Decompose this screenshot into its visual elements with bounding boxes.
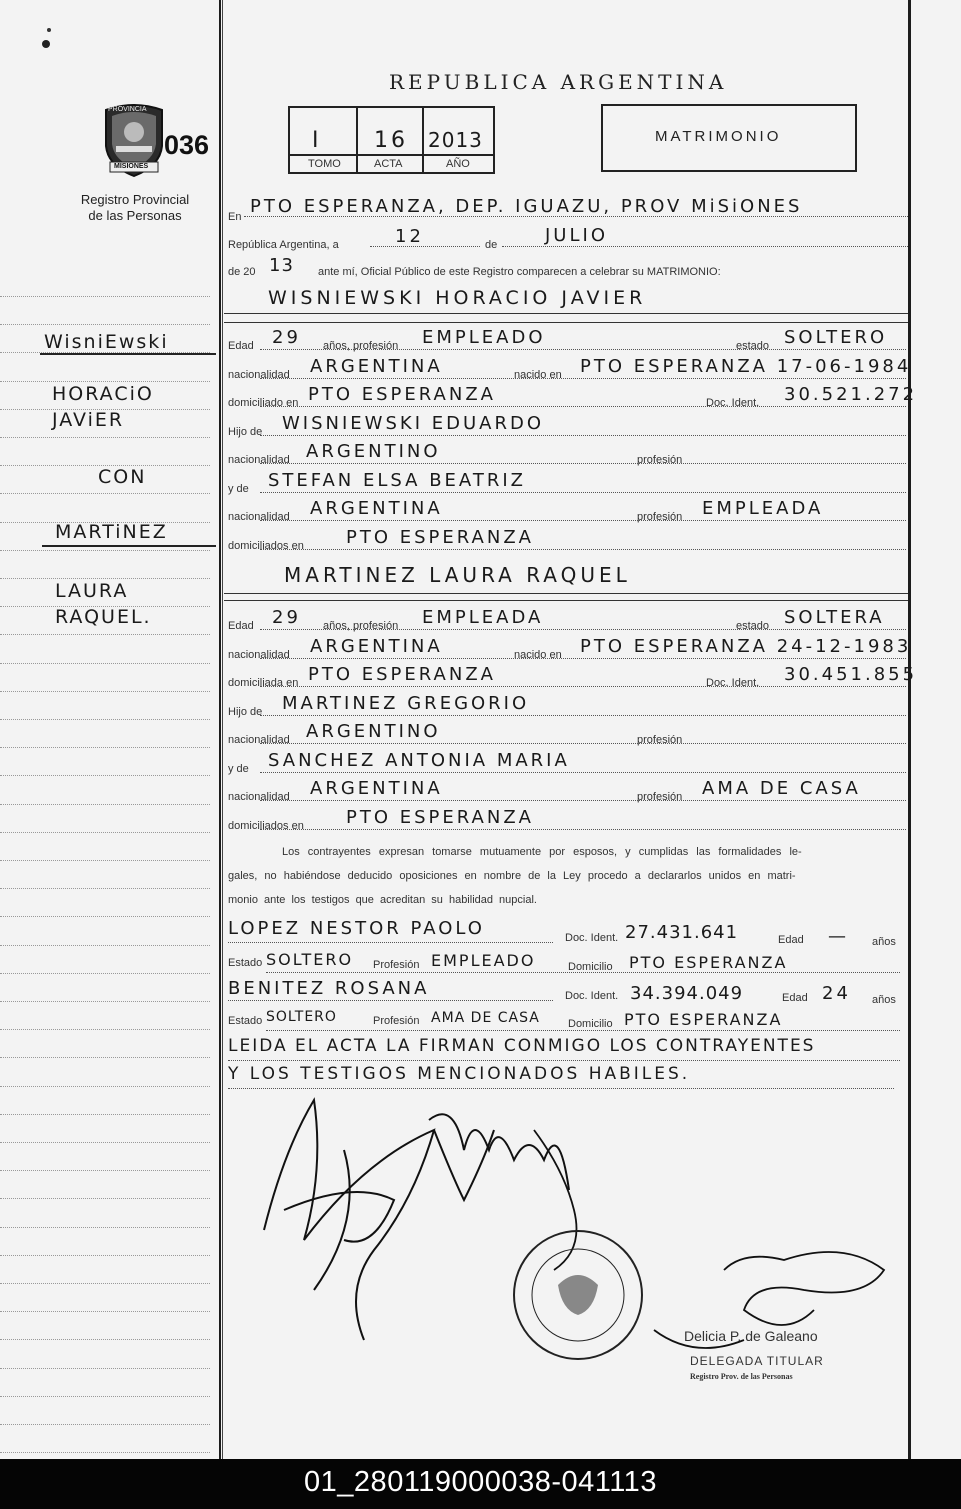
- witness-1-edad-label: Edad: [778, 934, 804, 946]
- ano-value: 2013: [428, 128, 483, 152]
- bride-edad-label: Edad: [228, 620, 254, 632]
- official-title: DELEGADA TITULAR: [690, 1354, 824, 1368]
- groom-padre: WISNIEWSKI EDUARDO: [282, 413, 544, 434]
- groom-edad-label: Edad: [228, 340, 254, 352]
- margin-ruled-line: [0, 973, 210, 974]
- groom-madre-nac-label: nacionalidad: [228, 511, 290, 523]
- logo-number: 036: [164, 130, 210, 160]
- speck: [42, 40, 50, 48]
- groom-yde-label: y de: [228, 483, 249, 495]
- margin-bride-surname: MARTiNEZ: [55, 521, 168, 543]
- official-stamp: [514, 1231, 642, 1359]
- bride-profesion: EMPLEADA: [422, 607, 544, 628]
- margin-ruled-line: [0, 860, 210, 861]
- acta-label: ACTA: [374, 158, 403, 170]
- margin-ruled-line: [0, 1170, 210, 1171]
- groom-edad: 29: [272, 327, 301, 348]
- margin-ruled-line: [0, 663, 210, 664]
- year-suffix-value: 13: [269, 255, 294, 276]
- ante-text: ante mí, Oficial Público de este Registro comparecen a celebrar su MATRIMONIO:: [318, 266, 721, 278]
- speck: [47, 28, 51, 32]
- margin-ruled-line: [0, 1114, 210, 1115]
- groom-hijo-label: Hijo de: [228, 426, 263, 438]
- margin-ruled-line: [0, 1368, 210, 1369]
- bride-full-name: MARTINEZ LAURA RAQUEL: [284, 563, 631, 587]
- margin-border-line-inner: [222, 0, 223, 1459]
- margin-bride-given: LAURA RAQUEL.: [55, 580, 152, 628]
- witness-1-doc-label: Doc. Ident.: [565, 932, 619, 944]
- groom-padre-nac: ARGENTINO: [306, 441, 441, 462]
- bride-nacionalidad: ARGENTINA: [310, 636, 443, 657]
- registry-seal-logo: [100, 102, 168, 180]
- margin-ruled-line: [0, 1086, 210, 1087]
- margin-ruled-line: [0, 1255, 210, 1256]
- month-value: JULIO: [545, 225, 608, 246]
- margin-ruled-line: [0, 437, 210, 438]
- place-value: PTO ESPERANZA, DEP. IGUAZU, PROV MiSiONES: [250, 196, 803, 217]
- margin-ruled-line: [0, 945, 210, 946]
- ano-label: AÑO: [446, 158, 470, 170]
- groom-domiciliados: PTO ESPERANZA: [346, 527, 534, 548]
- margin-ruled-line: [0, 1142, 210, 1143]
- closing-line-2: Y LOS TESTIGOS MENCIONADOS HABILES.: [228, 1064, 691, 1084]
- bride-domiciliado: PTO ESPERANZA: [308, 664, 496, 685]
- margin-ruled-line: [0, 1424, 210, 1425]
- witness-2-name: BENITEZ ROSANA: [228, 978, 430, 999]
- groom-nacionalidad-label: nacionalidad: [228, 369, 290, 381]
- bride-signature: [429, 1114, 569, 1200]
- witness-2-edad-label: Edad: [782, 992, 808, 1004]
- witness-1-estado: SOLTERO: [266, 950, 354, 969]
- tomo-value: I: [312, 128, 322, 153]
- margin-ruled-line: [0, 1283, 210, 1284]
- witness-2-domicilio: PTO ESPERANZA: [624, 1010, 783, 1029]
- bride-edad: 29: [272, 607, 301, 628]
- groom-estado: SOLTERO: [784, 327, 888, 348]
- groom-nacido: PTO ESPERANZA 17-06-1984: [580, 356, 912, 377]
- bride-estado-label: estado: [736, 620, 770, 632]
- groom-nacido-label: nacido en: [514, 369, 562, 381]
- margin-ruled-line: [0, 888, 210, 889]
- bride-doc: 30.451.855: [784, 664, 918, 685]
- bride-anos-prof-label: años, profesión: [323, 620, 399, 632]
- groom-padre-nac-label: nacionalidad: [228, 454, 290, 466]
- witness-2-profesion: AMA DE CASA: [431, 1010, 540, 1026]
- witness-1-anos-label: años: [872, 936, 896, 948]
- bride-madre: SANCHEZ ANTONIA MARIA: [268, 750, 570, 771]
- act-type-box: [601, 104, 857, 172]
- margin-ruled-line: [0, 775, 210, 776]
- bride-padre: MARTINEZ GREGORIO: [282, 693, 530, 714]
- bride-domiciliados-label: domiciliados en: [228, 820, 304, 832]
- margin-groom-surname: WisniEwski: [44, 331, 169, 353]
- bride-hijo-label: Hijo de: [228, 706, 263, 718]
- margin-ruled-line: [0, 493, 210, 494]
- bride-doc-label: Doc. Ident.: [706, 677, 760, 689]
- country-title: REPUBLICA ARGENTINA: [389, 70, 728, 94]
- registry-name: Registro Provincial de las Personas: [80, 192, 190, 223]
- groom-madre: STEFAN ELSA BEATRIZ: [268, 470, 526, 491]
- label-year-prefix: de 20: [228, 266, 256, 278]
- witness-1-profesion: EMPLEADO: [431, 951, 536, 970]
- margin-ruled-line: [0, 1452, 210, 1453]
- groom-domiciliado-label: domiciliado en: [228, 397, 299, 409]
- witness-signature: [534, 1130, 577, 1270]
- bride-madre-prof: AMA DE CASA: [702, 778, 861, 799]
- bride-madre-nac-label: nacionalidad: [228, 791, 290, 803]
- bride-nacido-label: nacido en: [514, 649, 562, 661]
- margin-ruled-line: [0, 1198, 210, 1199]
- witness-1-dom-label: Domicilio: [568, 961, 613, 973]
- margin-ruled-line: [0, 324, 210, 325]
- statement-line-2: gales, no habiéndose deducido oposiciones en nombre de la Ley procedo a declararlos unidos en matri-: [228, 870, 796, 882]
- margin-ruled-line: [0, 691, 210, 692]
- witness-1-edad: —: [828, 926, 849, 947]
- groom-doc: 30.521.272: [784, 384, 918, 405]
- margin-ruled-line: [0, 634, 210, 635]
- margin-border-line: [219, 0, 221, 1459]
- bride-padre-nac-label: nacionalidad: [228, 734, 290, 746]
- margin-ruled-line: [0, 1057, 210, 1058]
- groom-anos-prof-label: años, profesión: [323, 340, 399, 352]
- witness-1-name: LOPEZ NESTOR PAOLO: [228, 918, 485, 939]
- margin-groom-given: HORACiO JAViER: [52, 383, 154, 431]
- bride-nacido: PTO ESPERANZA 24-12-1983: [580, 636, 912, 657]
- bride-yde-label: y de: [228, 763, 249, 775]
- margin-ruled-line: [0, 296, 210, 297]
- witness-2-prof-label: Profesión: [373, 1015, 420, 1027]
- statement-line-1: Los contrayentes expresan tomarse mutuamente por esposos, y cumplidas las formalidades le-: [282, 846, 802, 858]
- groom-nacionalidad: ARGENTINA: [310, 356, 443, 377]
- official-name: Delicia P. de Galeano: [684, 1328, 818, 1344]
- margin-connector: CON: [98, 466, 147, 488]
- margin-ruled-line: [0, 804, 210, 805]
- groom-domiciliado: PTO ESPERANZA: [308, 384, 496, 405]
- witness-1-doc: 27.431.641: [625, 922, 739, 943]
- witness-2-doc: 34.394.049: [630, 983, 744, 1004]
- bride-nacionalidad-label: nacionalidad: [228, 649, 290, 661]
- groom-signature: [264, 1100, 434, 1340]
- margin-ruled-line: [0, 832, 210, 833]
- groom-madre-nac: ARGENTINA: [310, 498, 443, 519]
- margin-ruled-line: [0, 1029, 210, 1030]
- witness-1-estado-label: Estado: [228, 957, 263, 969]
- groom-madre-prof-label: profesión: [637, 511, 683, 523]
- acta-value: 16: [374, 128, 408, 153]
- groom-madre-prof: EMPLEADA: [702, 498, 824, 519]
- margin-ruled-line: [0, 1001, 210, 1002]
- act-type-label: MATRIMONIO: [655, 128, 782, 145]
- document-id-footer: 01_280119000038-041113: [0, 1459, 961, 1509]
- day-value: 12: [395, 226, 424, 247]
- margin-ruled-line: [0, 1396, 210, 1397]
- right-border-line: [908, 0, 911, 1459]
- witness-1-domicilio: PTO ESPERANZA: [629, 953, 788, 972]
- bride-padre-nac: ARGENTINO: [306, 721, 441, 742]
- groom-doc-label: Doc. Ident.: [706, 397, 760, 409]
- bride-madre-prof-label: profesión: [637, 791, 683, 803]
- groom-domiciliados-label: domiciliados en: [228, 540, 304, 552]
- margin-ruled-line: [0, 1339, 210, 1340]
- margin-ruled-line: [0, 916, 210, 917]
- bride-domiciliados: PTO ESPERANZA: [346, 807, 534, 828]
- margin-ruled-line: [0, 719, 210, 720]
- label-republica: República Argentina, a: [228, 239, 339, 251]
- bride-domiciliado-label: domiciliada en: [228, 677, 299, 689]
- label-de: de: [485, 239, 498, 251]
- margin-ruled-line: [0, 747, 210, 748]
- witness-1-prof-label: Profesión: [373, 959, 420, 971]
- witness-2-dom-label: Domicilio: [568, 1018, 613, 1030]
- signatures-area: [224, 1090, 908, 1459]
- bride-madre-nac: ARGENTINA: [310, 778, 443, 799]
- witness-2-estado: SOLTERO: [266, 1009, 337, 1025]
- groom-full-name: WISNIEWSKI HORACIO JAVIER: [268, 287, 647, 309]
- groom-estado-label: estado: [736, 340, 770, 352]
- witness-2-doc-label: Doc. Ident.: [565, 990, 619, 1002]
- tomo-label: TOMO: [308, 158, 341, 170]
- label-en: En: [228, 211, 242, 223]
- seal-text-top: PROVINCIA: [108, 106, 147, 113]
- official-org: Registro Prov. de las Personas: [690, 1372, 793, 1381]
- margin-ruled-line: [0, 1227, 210, 1228]
- witness-2-estado-label: Estado: [228, 1015, 263, 1027]
- witness-2-anos-label: años: [872, 994, 896, 1006]
- seal-text-bottom: MISIONES: [114, 163, 149, 170]
- closing-line-1: LEIDA EL ACTA LA FIRMAN CONMIGO LOS CONTRAYENTES: [228, 1036, 816, 1056]
- witness-2-edad: 24: [822, 983, 851, 1004]
- margin-ruled-line: [0, 1311, 210, 1312]
- bride-estado: SOLTERA: [784, 607, 885, 628]
- groom-padre-prof-label: profesión: [637, 454, 683, 466]
- margin-ruled-line: [0, 550, 210, 551]
- groom-profesion: EMPLEADO: [422, 327, 546, 348]
- statement-line-3: monio ante los testigos que acreditan su habilidad nupcial.: [228, 894, 537, 906]
- record-number-box: [288, 106, 495, 174]
- bride-padre-prof-label: profesión: [637, 734, 683, 746]
